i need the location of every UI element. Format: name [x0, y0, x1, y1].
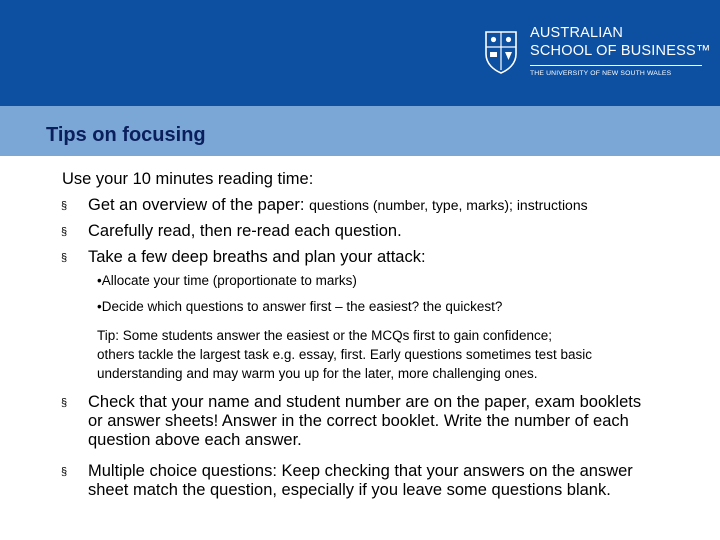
bullet-line: Check that your name and student number are on the paper, exam booklets	[88, 393, 642, 411]
bullet-marker-icon: §	[61, 397, 68, 409]
logo-divider	[530, 65, 702, 66]
bullet-overview	[88, 196, 588, 215]
bullet-plan: Take a few deep breaths and plan your attack:	[88, 248, 426, 266]
bullet-read: Carefully read, then re-read each question.	[88, 222, 402, 240]
tip-paragraph	[97, 326, 592, 383]
tip-line: others tackle the largest task e.g. essay, first. Early questions sometimes test basic	[97, 347, 592, 362]
bullet-line: Multiple choice questions: Keep checking that your answers on the answer	[88, 462, 633, 480]
logo-line-1: AUSTRALIAN	[530, 25, 624, 41]
bullet-main-text: Get an overview of the paper:	[88, 196, 305, 214]
sub-point-allocate: •Allocate your time (proportionate to marks)	[97, 273, 357, 288]
bullet-detail-text: questions (number, type, marks); instructions	[309, 197, 588, 213]
sub-point-decide: •Decide which questions to answer first – the easiest? the quickest?	[97, 299, 503, 314]
bullet-line: or answer sheets! Answer in the correct booklet. Write the number of each	[88, 412, 629, 430]
bullet-mcq	[88, 462, 633, 500]
bullet-check-name	[88, 393, 641, 450]
bullet-marker-icon: §	[61, 200, 68, 212]
logo-subline: THE UNIVERSITY OF NEW SOUTH WALES	[530, 70, 672, 77]
bullet-marker-icon: §	[61, 252, 68, 264]
logo-text	[530, 24, 711, 77]
bullet-line: question above each answer.	[88, 431, 302, 449]
logo-line-2: SCHOOL OF BUSINESS™	[530, 43, 711, 59]
tip-line: Tip: Some students answer the easiest or the MCQs first to gain confidence;	[97, 328, 552, 343]
university-crest-icon	[484, 30, 518, 74]
slide-title: Tips on focusing	[46, 124, 206, 146]
school-logo	[484, 24, 720, 84]
bullet-line: sheet match the question, especially if you leave some questions blank.	[88, 481, 611, 499]
intro-text: Use your 10 minutes reading time:	[62, 170, 314, 188]
bullet-marker-icon: §	[61, 466, 68, 478]
bullet-marker-icon: §	[61, 226, 68, 238]
tip-line: understanding and may warm you up for the later, more challenging ones.	[97, 366, 538, 381]
